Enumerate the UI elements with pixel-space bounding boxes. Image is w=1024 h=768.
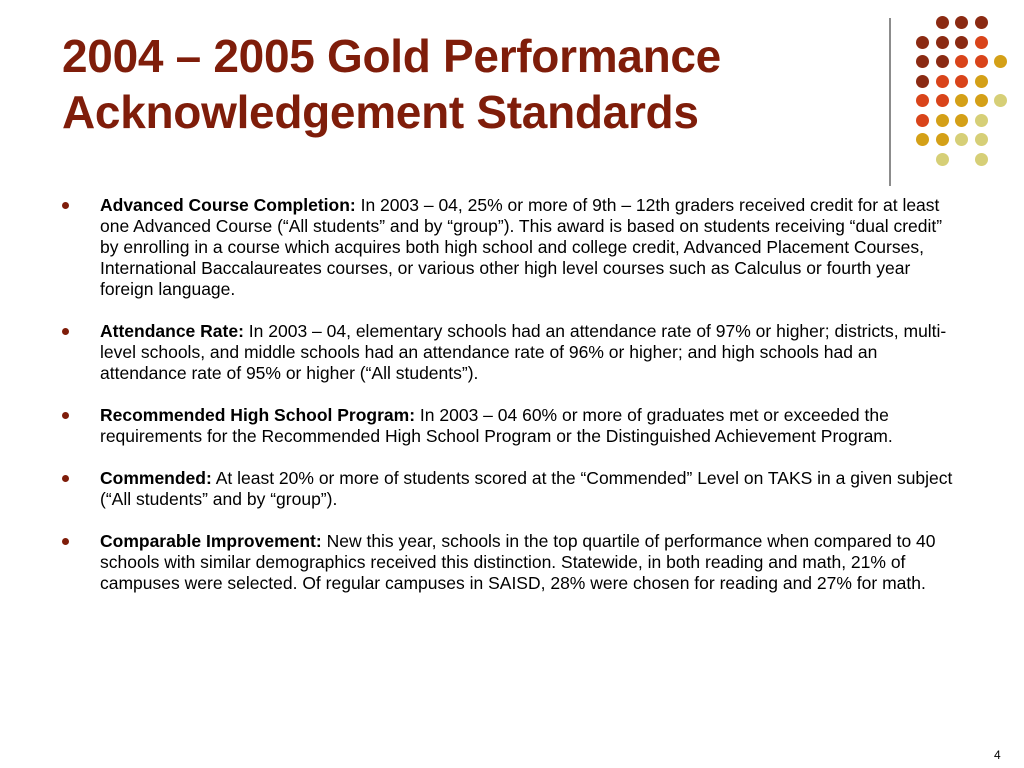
decorative-dot-icon	[916, 75, 929, 88]
bullet-item-commended	[62, 468, 962, 510]
decorative-dot-icon	[936, 75, 949, 88]
bullet-dot-icon	[62, 202, 69, 209]
bullet-list	[62, 195, 962, 615]
decorative-dot-icon	[975, 133, 988, 146]
decorative-dot-icon	[975, 114, 988, 127]
decorative-dot-icon	[975, 36, 988, 49]
decorative-dot-icon	[916, 114, 929, 127]
bullet-dot-icon	[62, 412, 69, 419]
decorative-dot-icon	[916, 55, 929, 68]
bullet-term: Commended:	[100, 468, 212, 488]
bullet-dot-icon	[62, 475, 69, 482]
decorative-dot-icon	[955, 133, 968, 146]
bullet-text: New this year, schools in the top quartile of performance when compared to 40 schools with similar demographics received this distinction. Statewide, in both reading and math, 21% of campuses were selected. Of regular campuses in SAISD, 28% were chosen for reading and 27% for math.	[100, 531, 936, 593]
decorative-dot-icon	[975, 153, 988, 166]
decorative-dot-icon	[936, 153, 949, 166]
bullet-text: In 2003 – 04, 25% or more of 9th – 12th graders received credit for at least one Advanced Course (“All students” and by “group”). This award is based on students receiving “dual credit” by enrolling in a course which acquires both high school and college credit, Advanced Placement Courses, International Baccalaureates courses, or various other high level courses such as Calculus or fourth year foreign language.	[100, 195, 943, 299]
title-divider	[889, 18, 891, 186]
decorative-dot-icon	[916, 36, 929, 49]
decorative-dot-icon	[955, 16, 968, 29]
decorative-dot-icon	[975, 16, 988, 29]
bullet-text: In 2003 – 04, elementary schools had an attendance rate of 97% or higher; districts, multi-level schools, and middle schools had an attendance rate of 96% or higher; and high schools had an attendance rate of 95% or higher (“All students”).	[100, 321, 947, 383]
decorative-dot-icon	[936, 55, 949, 68]
bullet-item-recommended-program	[62, 405, 962, 447]
decorative-dot-icon	[936, 36, 949, 49]
decorative-dot-icon	[955, 36, 968, 49]
bullet-text: In 2003 – 04 60% or more of graduates met or exceeded the requirements for the Recommended High School Program or the Distinguished Achievement Program.	[100, 405, 893, 446]
decorative-dot-icon	[955, 114, 968, 127]
bullet-item-advanced-course	[62, 195, 962, 300]
decorative-dot-icon	[936, 114, 949, 127]
bullet-term: Attendance Rate:	[100, 321, 244, 341]
decorative-dot-icon	[955, 55, 968, 68]
bullet-dot-icon	[62, 328, 69, 335]
bullet-text: At least 20% or more of students scored at the “Commended” Level on TAKS in a given subject (“All students” and by “group”).	[100, 468, 953, 509]
page-number: 4	[994, 748, 1001, 762]
decorative-dot-icon	[936, 94, 949, 107]
decorative-dot-icon	[936, 16, 949, 29]
decorative-dot-icon	[936, 133, 949, 146]
bullet-term: Advanced Course Completion:	[100, 195, 356, 215]
decorative-dot-icon	[975, 55, 988, 68]
decorative-dot-icon	[994, 94, 1007, 107]
bullet-term: Recommended High School Program:	[100, 405, 416, 425]
bullet-item-attendance-rate	[62, 321, 962, 384]
slide-title-line-1: 2004 – 2005 Gold Performance	[62, 30, 721, 82]
decorative-dot-icon	[994, 55, 1007, 68]
decorative-dot-icon	[975, 75, 988, 88]
decorative-dot-icon	[955, 94, 968, 107]
slide-title-line-2: Acknowledgement Standards	[62, 86, 699, 138]
decorative-dot-icon	[916, 133, 929, 146]
bullet-dot-icon	[62, 538, 69, 545]
decorative-dot-icon	[916, 94, 929, 107]
decorative-dot-icon	[955, 75, 968, 88]
bullet-item-comparable-improvement	[62, 531, 962, 594]
slide-title	[62, 28, 882, 140]
decorative-dot-icon	[975, 94, 988, 107]
bullet-term: Comparable Improvement:	[100, 531, 322, 551]
